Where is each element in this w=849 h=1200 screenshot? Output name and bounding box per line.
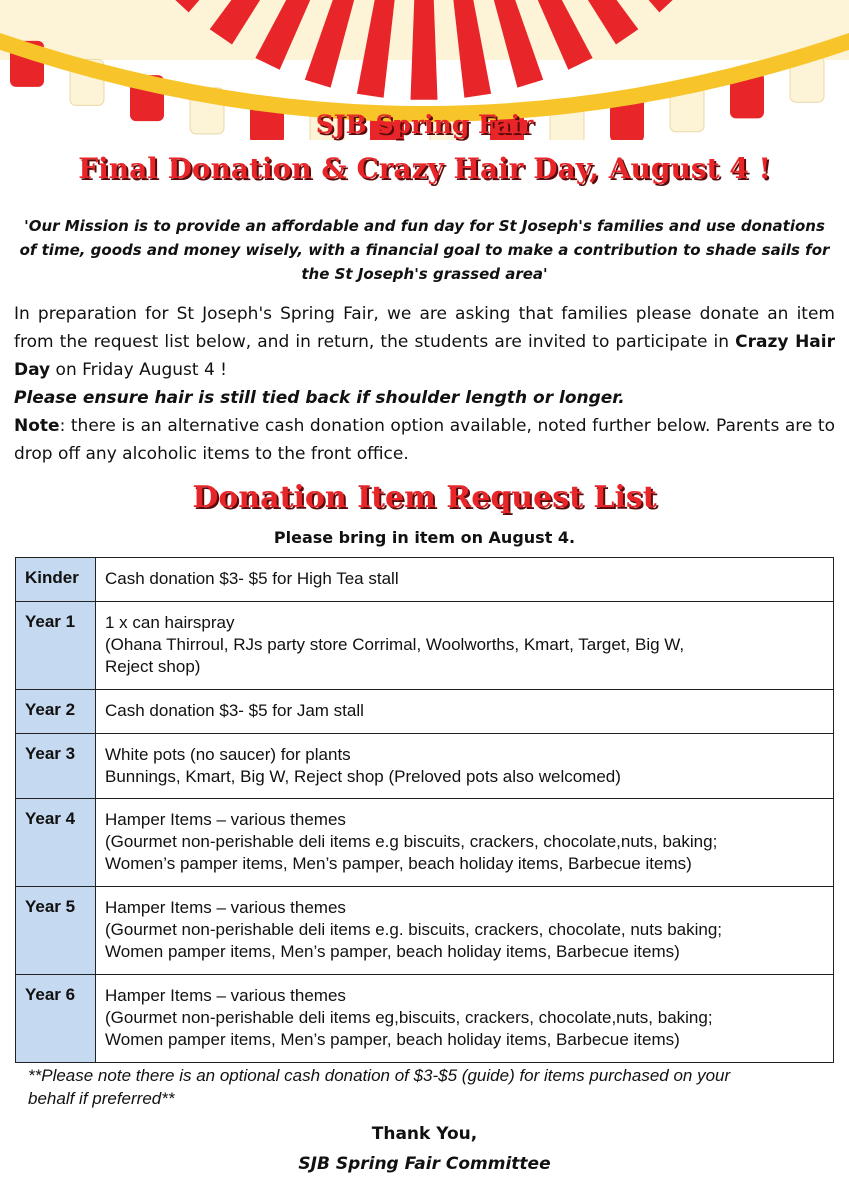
item-line: Women pamper items, Men’s pamper, beach holiday items, Barbecue items) — [105, 1030, 680, 1049]
item-cell — [96, 887, 834, 975]
note-text: : there is an alternative cash donation option available, noted further below. Parents are to drop off any alcoholic items to the front office. — [14, 416, 835, 464]
item-line: Hamper Items – various themes — [105, 810, 346, 829]
intro-text-end: on Friday August 4 ! — [50, 360, 227, 380]
thank-you-text: Thank You, — [371, 1124, 478, 1144]
item-line: Hamper Items – various themes — [105, 898, 346, 917]
list-heading: Donation Item Request List — [192, 480, 657, 515]
item-line: Women’s pamper items, Men’s pamper, beach holiday items, Barbecue items) — [105, 854, 692, 873]
year-cell: Year 1 — [16, 602, 96, 690]
item-cell — [96, 690, 834, 734]
table-row — [16, 734, 834, 799]
year-cell: Year 5 — [16, 887, 96, 975]
list-subheading: Please bring in item on August 4. — [273, 528, 576, 547]
year-cell: Year 6 — [16, 975, 96, 1063]
item-cell — [96, 734, 834, 799]
donation-request-table-body — [16, 558, 834, 1063]
awning-stripe — [411, 0, 438, 100]
mission-statement: 'Our Mission is to provide an affordable and fun day for St Joseph's families and use donations of time, goods and money wisely, with a financial goal to make a contribution to shade sails for the St Joseph's grassed area' — [19, 217, 830, 283]
item-line: (Ohana Thirroul, RJs party store Corrimal, Woolworths, Kmart, Target, Big W, — [105, 635, 685, 654]
item-line: (Gourmet non-perishable deli items e.g. biscuits, crackers, chocolate, nuts baking; — [105, 920, 723, 939]
table-row — [16, 799, 834, 887]
item-line: (Gourmet non-perishable deli items e.g biscuits, crackers, chocolate,nuts, baking; — [105, 832, 718, 851]
item-line: White pots (no saucer) for plants — [105, 745, 351, 764]
table-row — [16, 690, 834, 734]
donation-request-table — [15, 557, 834, 1063]
committee-signature: SJB Spring Fair Committee — [298, 1154, 551, 1174]
table-row — [16, 887, 834, 975]
item-line: Hamper Items – various themes — [105, 986, 346, 1005]
year-cell: Kinder — [16, 558, 96, 602]
year-cell: Year 2 — [16, 690, 96, 734]
table-row — [16, 558, 834, 602]
note-label: Note — [14, 416, 60, 436]
intro-text: In preparation for St Joseph's Spring Fair, we are asking that families please donate an item from the request list below, and in return, the students are invited to participate in — [14, 304, 835, 352]
item-line: Women pamper items, Men’s pamper, beach holiday items, Barbecue items) — [105, 942, 680, 961]
item-cell — [96, 602, 834, 690]
item-cell — [96, 975, 834, 1063]
year-cell: Year 3 — [16, 734, 96, 799]
item-line: Reject shop) — [105, 657, 201, 676]
item-cell — [96, 558, 834, 602]
hair-tied-back-notice: Please ensure hair is still tied back if shoulder length or longer. — [14, 388, 625, 408]
crazy-hair-day-label: Crazy Hair Day — [14, 332, 835, 380]
cash-donation-footnote: **Please note there is an optional cash donation of $3-$5 (guide) for items purchased on your behalf if preferred** — [28, 1066, 731, 1108]
item-line: Cash donation $3- $5 for Jam stall — [105, 701, 364, 720]
table-row — [16, 975, 834, 1063]
year-cell: Year 4 — [16, 799, 96, 887]
item-line: Cash donation $3- $5 for High Tea stall — [105, 569, 399, 588]
page-title: SJB Spring Fair — [315, 110, 534, 139]
table-row — [16, 602, 834, 690]
item-line: 1 x can hairspray — [105, 613, 235, 632]
intro-paragraph — [14, 300, 835, 468]
item-line: Bunnings, Kmart, Big W, Reject shop (Preloved pots also welcomed) — [105, 767, 621, 786]
item-line: (Gourmet non-perishable deli items eg,biscuits, crackers, chocolate,nuts, baking; — [105, 1008, 713, 1027]
page-subtitle: Final Donation & Crazy Hair Day, August 4 ! — [78, 152, 771, 185]
item-cell — [96, 799, 834, 887]
